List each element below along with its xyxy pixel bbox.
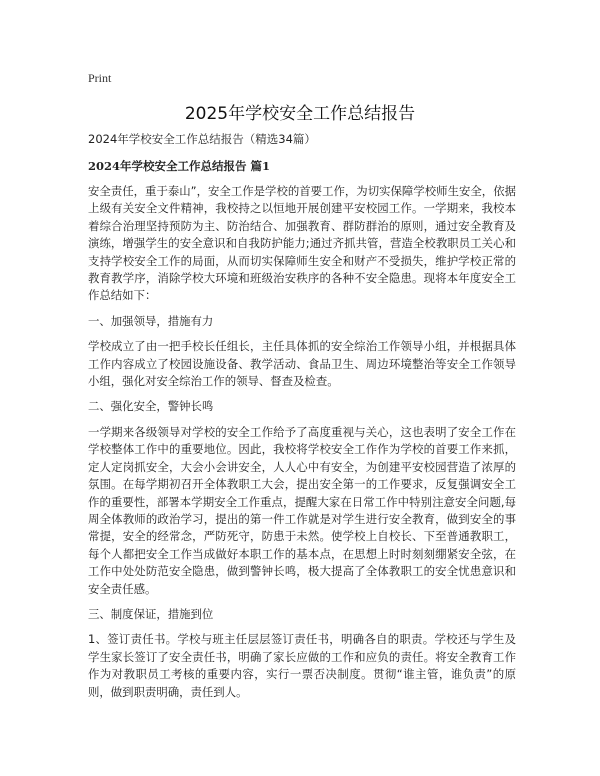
document-body [88, 130, 516, 709]
intro-paragraph: 安全责任，重于泰山”，安全工作是学校的首要工作，为切实保障学校师生安全，依据上级有关安全文件精神，我校持之以恒地开展创建平安校园工作。一学期来，我校本着综合治理坚持预防为主、防治结合、加强教育、群防群治的原则，通过安全教育及演练，增强学生的安全意识和自我防护能力;通过齐抓共管，营造全校教职员工关心和支持学校安全工作的局面，从而切实保障师生安全和财产不受损失，维护学校正常的教育教学序，消除学校大环境和班级治安秩序的各种不安全隐患。现将本年度安全工作总结如下： [88, 184, 516, 303]
print-link[interactable]: Print [88, 71, 112, 85]
paragraph-leadership: 学校成立了由一把手校长任组长，主任具体抓的安全综治工作领导小组，并根据具体工作内容成立了校园设施设备、教学活动、食品卫生、周边环境整治等安全工作领导小组，强化对安全综治工作的领导、督查及检查。 [88, 339, 516, 389]
page-title: 2025年学校安全工作总结报告 [184, 104, 416, 124]
paragraph-system: 1、签订责任书。学校与班主任层层签订责任书，明确各自的职责。学校还与学生及学生家长签订了安全责任书，明确了家长应做的工作和应负的责任。将安全教育工作作为对教职员工考核的重要内容，实行一票否决制度。贯彻“谁主管，谁负责”的原则，做到职责明确，责任到人。 [88, 632, 516, 699]
paragraph-safety: 一学期来各级领导对学校的安全工作给予了高度重视与关心，这也表明了安全工作在学校整体工作中的重要地位。因此，我校将学校安全工作作为学校的首要工作来抓，定人定岗抓安全，大会小会讲安全，人人心中有安全，为创建平安校园营造了浓厚的氛围。在每学期初召开全体教职工大会，提出安全第一的工作要求，反复强调安全工作的重要性，部署本学期安全工作重点，提醒大家在日常工作中特别注意安全问题,每周全体教师的政治学习，提出的第一件工作就是对学生进行安全教育，做到安全的事常提，安全的经常念，严防死守，防患于未然。使学校上自校长、下至普通教职工，每个人都把安全工作当成做好本职工作的基本点，在思想上时时刻刻绷紧安全弦，在工作中处处防范安全隐患，做到警钟长鸣，极大提高了全体教职工的安全忧患意识和安全责任感。 [88, 424, 516, 596]
document-subtitle: 2024年学校安全工作总结报告（精选34篇） [88, 132, 316, 146]
heading-safety: 二、强化安全，警钟长鸣 [88, 399, 214, 414]
heading-system: 三、制度保证，措施到位 [88, 606, 214, 621]
section-title: 2024年学校安全工作总结报告 篇1 [88, 159, 271, 173]
heading-leadership: 一、加强领导，措施有力 [88, 313, 214, 328]
